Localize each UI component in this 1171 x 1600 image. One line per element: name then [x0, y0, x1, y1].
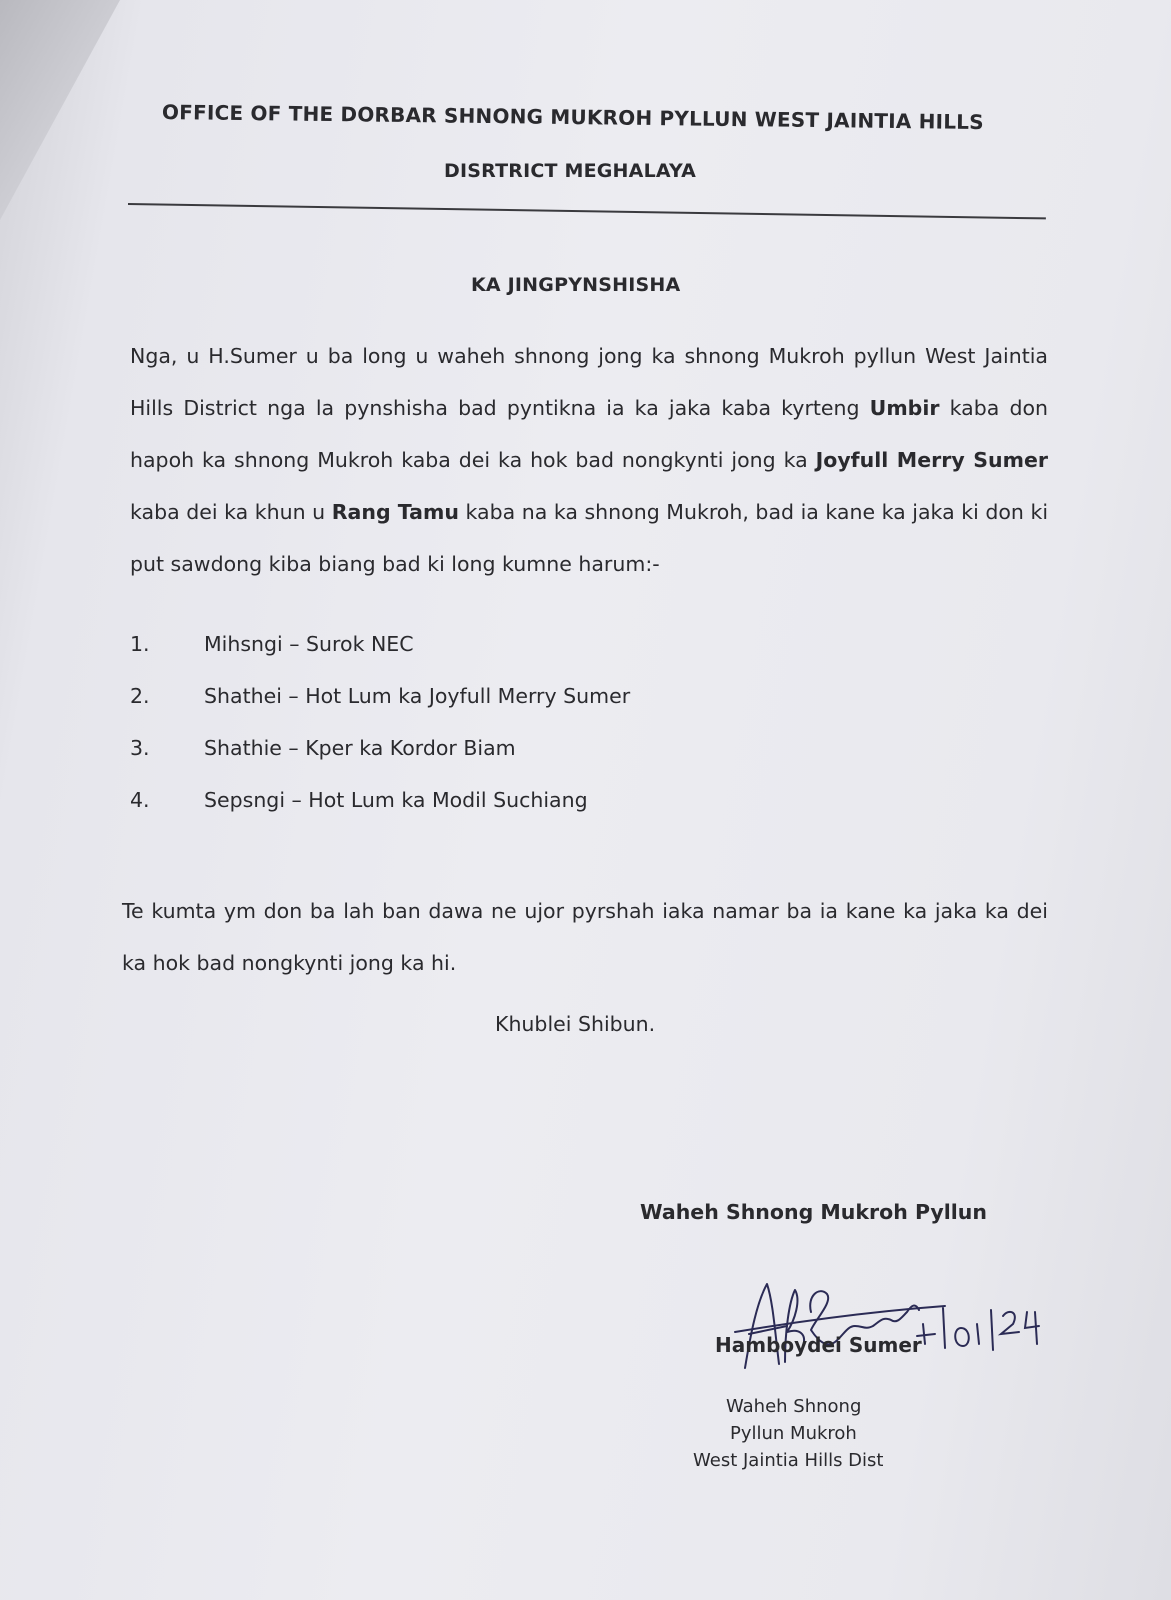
- closing-paragraph: Te kumta ym don ba lah ban dawa ne ujor pyrshah iaka namar ba ia kane ka jaka ka dei ka hok bad nongkynti jong ka hi.: [122, 899, 1048, 975]
- list-number: 1.: [130, 632, 150, 656]
- list-text: Shathie – Kper ka Kordor Biam: [204, 736, 516, 760]
- list-number: 3.: [130, 736, 150, 760]
- list-number: 2.: [130, 684, 150, 708]
- list-text: Shathei – Hot Lum ka Joyfull Merry Sumer: [204, 684, 631, 708]
- list-item: [130, 632, 830, 684]
- owner-name: Joyfull Merry Sumer: [815, 448, 1048, 472]
- boundary-list: [130, 632, 830, 840]
- list-text: Mihsngi – Surok NEC: [204, 632, 414, 656]
- signatory-name: Hamboydei Sumer: [715, 1333, 922, 1357]
- paragraph-text: kaba dei ka khun u: [130, 500, 332, 524]
- paragraph-text: Nga, u H.Sumer u ba long u waheh shnong jong ka shnong Mukroh pyllun West Jaintia Hills District nga la pynshisha bad pyntikna ia ka jaka kaba kyrteng: [130, 344, 1048, 420]
- list-item: [130, 684, 830, 736]
- stamp-line1: Waheh Shnong: [726, 1396, 862, 1417]
- certificate-paragraph: [130, 330, 1048, 590]
- place-name: Umbir: [869, 396, 940, 420]
- stamp-line2: Pyllun Mukroh: [730, 1423, 857, 1444]
- document-title: KA JINGPYNSHISHA: [471, 274, 681, 296]
- list-item: [130, 736, 830, 788]
- salutation: Khublei Shibun.: [495, 1012, 656, 1036]
- stamp-line3: West Jaintia Hills Dist: [693, 1450, 884, 1471]
- father-name: Rang Tamu: [331, 500, 459, 524]
- paragraph-text: kaba na ka shnong Mukroh, bad ia kane ka jaka ki don ki put sawdong kiba biang bad ki long kumne harum:-: [130, 500, 1049, 576]
- office-header-line2: DISRTRICT MEGHALAYA: [444, 160, 697, 182]
- list-number: 4.: [130, 788, 150, 812]
- list-text: Sepsngi – Hot Lum ka Modil Suchiang: [204, 788, 588, 812]
- signature-scribble: [715, 1272, 1045, 1382]
- office-header-line1: OFFICE OF THE DORBAR SHNONG MUKROH PYLLUN WEST JAINTIA HILLS: [161, 100, 984, 135]
- list-item: [130, 788, 830, 840]
- designation: Waheh Shnong Mukroh Pyllun: [640, 1200, 987, 1224]
- paragraph-text: kaba don hapoh ka shnong Mukroh kaba dei ka hok bad nongkynti jong ka: [130, 396, 1048, 472]
